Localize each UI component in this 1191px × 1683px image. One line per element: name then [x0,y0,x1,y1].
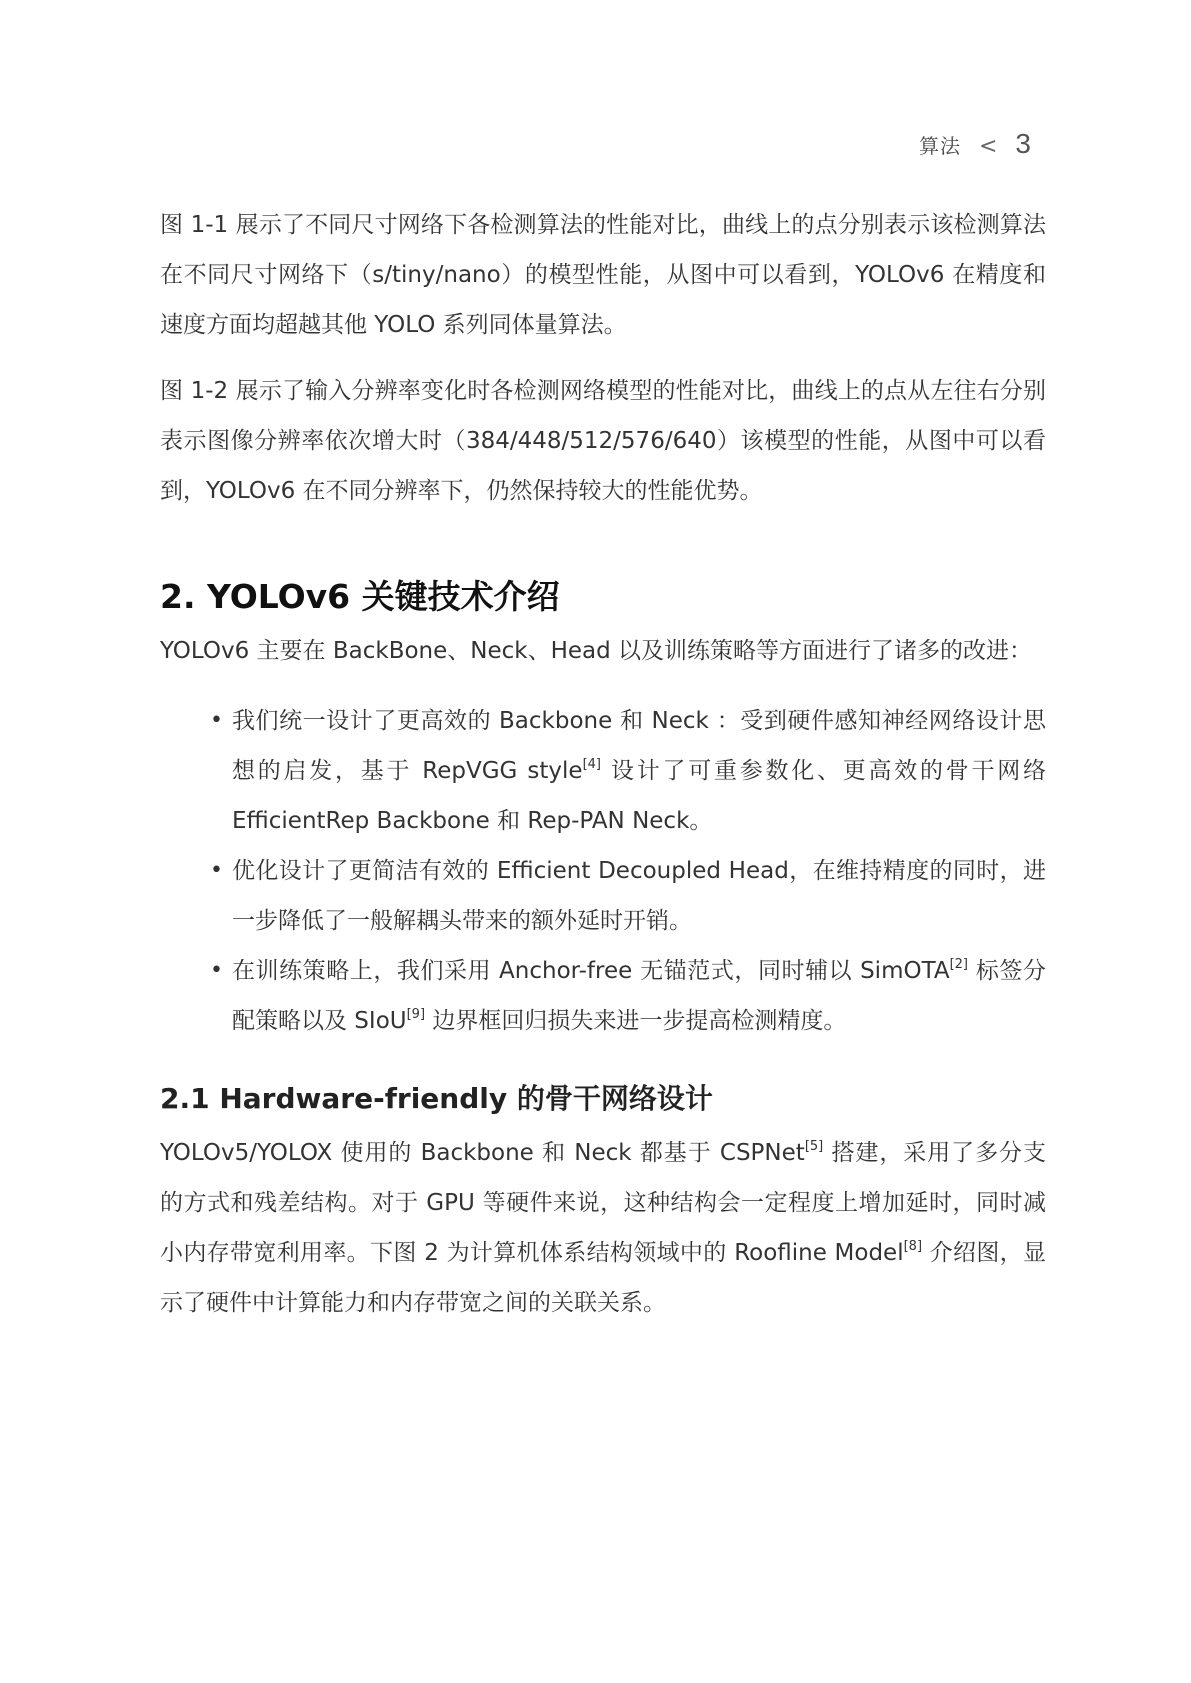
paragraph-text: 搭建，采用了多分支的方式和残差结构。对于 GPU 等硬件来说，这种结构会一定程度上增加延时，同时减小内存带宽利用率。下图 2 为计算机体系结构领域中的 Roofline Model [160,1140,1047,1266]
list-item-text: 在训练策略上，我们采用 Anchor-free 无锚范式，同时辅以 SimOTA [232,958,950,984]
list-item-text: 边界框回归损失来进一步提高检测精度。 [425,1008,847,1034]
paragraph-text: 介绍图，显示了硬件中计算能力和内存带宽之间的关联关系。 [160,1240,1047,1316]
list-item-text: 设计了可重参数化、更高效的骨干网络 EfficientRep Backbone 和 Rep-PAN Neck。 [232,758,1046,834]
paragraph-figure-1-1: 图 1-1 展示了不同尺寸网络下各检测算法的性能对比，曲线上的点分别表示该检测算法在不同尺寸网络下（s/tiny/nano）的模型性能，从图中可以看到，YOLOv6 在精度和速度方面均超越其他 YOLO 系列同体量算法。 [160,212,1046,338]
list-item-text: 我们统一设计了更高效的 Backbone 和 Neck ：受到硬件感知神经网络设计思想的启发，基于 RepVGG style [232,708,1046,784]
section-heading-2: 2. YOLOv6 关键技术介绍 [160,577,560,616]
chevron-left-icon: < [978,134,998,159]
running-header [919,128,1031,160]
page-body [160,200,1046,1328]
section-2-intro: YOLOv6 主要在 BackBone、Neck、Head 以及训练策略等方面进行了诸多的改进： [160,638,1033,664]
list-item-text: 标签分配策略以及 SIoU [232,958,1046,1034]
paragraph-text: YOLOv5/YOLOX 使用的 Backbone 和 Neck 都基于 CSPNet [160,1140,805,1166]
citation-ref: [8] [903,1239,923,1254]
bullet-list [160,696,1046,1046]
list-item [210,946,1046,1046]
page-number: 3 [1015,128,1031,159]
list-item [210,846,1046,946]
citation-ref: [4] [582,757,601,772]
list-item [210,696,1046,846]
citation-ref: [9] [406,1007,426,1022]
list-item-text: 优化设计了更简洁有效的 Efficient Decoupled Head，在维持精度的同时，进一步降低了一般解耦头带来的额外延时开销。 [232,858,1046,934]
citation-ref: [5] [804,1139,824,1154]
bullet-icon: • [210,708,223,733]
bullet-icon: • [210,958,223,983]
section-2-1-paragraph [160,1128,1046,1328]
header-section-label: 算法 [918,134,961,158]
paragraph-figure-1-2: 图 1-2 展示了输入分辨率变化时各检测网络模型的性能对比，曲线上的点从左往右分别表示图像分辨率依次增大时（384/448/512/576/640）该模型的性能，从图中可以看到，YOLOv6 在不同分辨率下，仍然保持较大的性能优势。 [160,378,1046,504]
bullet-icon: • [210,858,223,883]
citation-ref: [2] [949,957,968,972]
subsection-heading-2-1: 2.1 Hardware-friendly 的骨干网络设计 [160,1082,713,1115]
